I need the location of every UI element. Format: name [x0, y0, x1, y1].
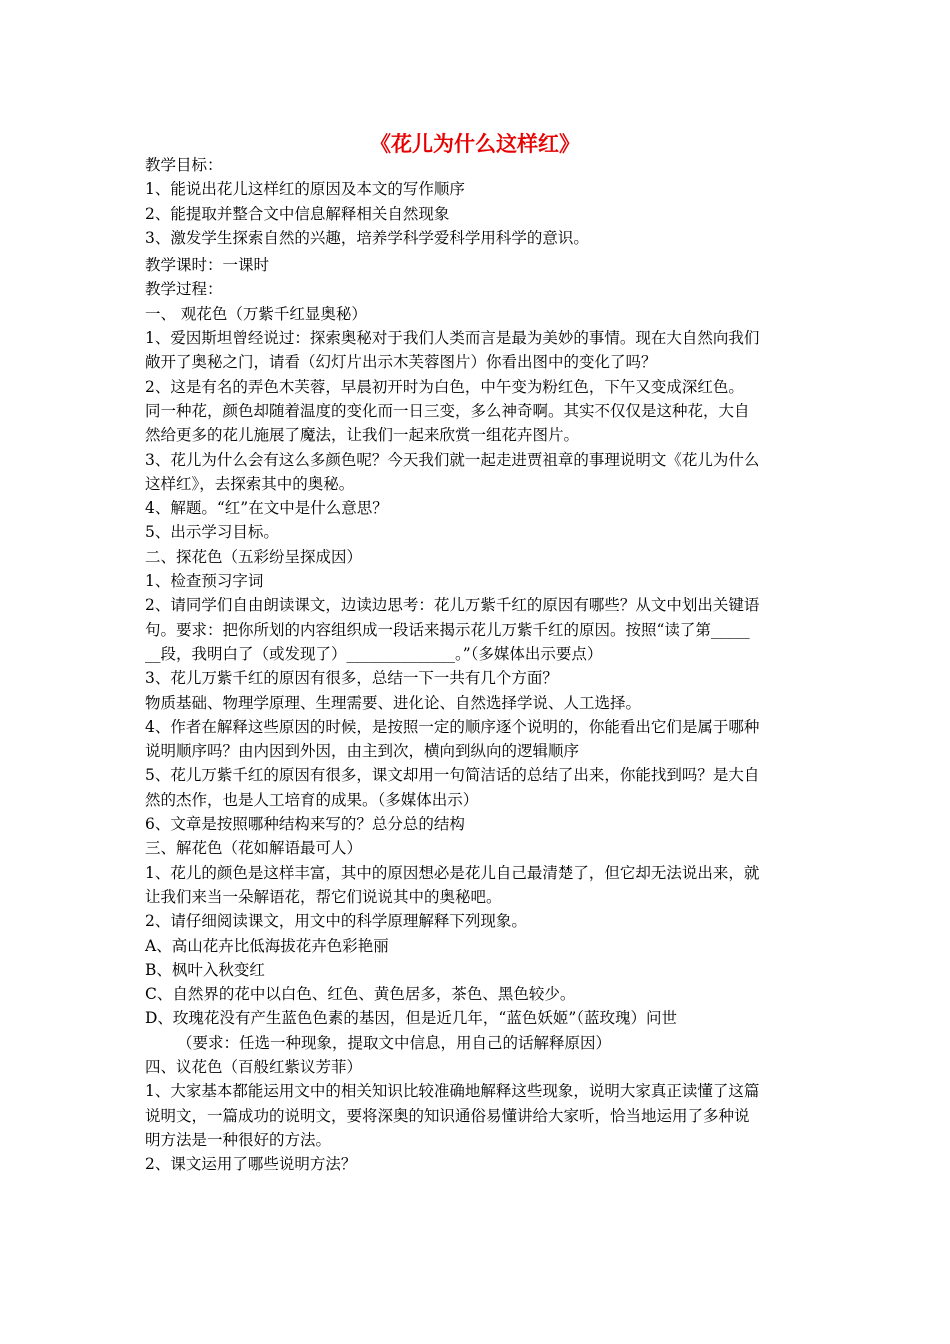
text-line: 句。要求：把你所划的内容组织成一段话来揭示花儿万紫千红的原因。按照“读了第_____: [145, 620, 750, 639]
text-line: （要求：任选一种现象，提取文中信息，用自己的话解释原因）: [177, 1033, 612, 1052]
text-line: __段，我明白了（或发现了）______________。”（多媒体出示要点）: [145, 644, 603, 663]
text-line: 6、文章是按照哪种结构来写的？总分总的结构: [145, 815, 465, 834]
text-line: 3、花儿万紫千红的原因有很多，总结一下一共有几个方面？: [145, 669, 558, 688]
text-line: 1、爱因斯坦曾经说过：探索奥秘对于我们人类而言是最为美妙的事情。现在大自然向我们: [145, 329, 760, 348]
text-line: 2、请仔细阅读课文，用文中的科学原理解释下列现象。: [145, 912, 527, 931]
text-line: 3、花儿为什么会有这么多颜色呢？今天我们就一起走进贾祖章的事理说明文《花儿为什么: [145, 450, 760, 469]
text-line: 1、检查预习字词: [145, 572, 264, 591]
text-line: 同一种花，颜色却随着温度的变化而一日三变，多么神奇啊。其实不仅仅是这种花，大自: [145, 401, 750, 420]
text-line: 2、这是有名的弄色木芙蓉，早晨初开时为白色，中午变为粉红色，下午又变成深红色。: [145, 377, 744, 396]
text-line: 然的杰作，也是人工培育的成果。（多媒体出示）: [145, 790, 479, 809]
text-line: 一、 观花色（万紫千红显奥秘）: [145, 304, 367, 323]
text-line: C、自然界的花中以白色、红色、黄色居多，茶色、黑色较少。: [145, 985, 576, 1004]
text-line: 敞开了奥秘之门，请看（幻灯片出示木芙蓉图片）你看出图中的变化了吗？: [145, 353, 657, 372]
text-line: 5、出示学习目标。: [145, 523, 279, 542]
text-line: 2、课文运用了哪些说明方法？: [145, 1155, 357, 1174]
text-line: 教学课时：一课时: [145, 256, 270, 275]
text-line: 然给更多的花儿施展了魔法，让我们一起来欣赏一组花卉图片。: [145, 426, 580, 445]
text-line: 1、能说出花儿这样红的原因及本文的写作顺序: [145, 180, 465, 199]
text-line: D、玫瑰花没有产生蓝色色素的基因，但是近几年，“蓝色妖姬”（蓝玫瑰）问世: [145, 1009, 678, 1028]
text-line: 让我们来当一朵解语花，帮它们说说其中的奥秘吧。: [145, 887, 502, 906]
text-line: 1、大家基本都能运用文中的相关知识比较准确地解释这些现象，说明大家真正读懂了这篇: [145, 1082, 760, 1101]
document-body: [145, 153, 805, 1176]
text-line: 2、请同学们自由朗读课文，边读边思考：花儿万紫千红的原因有哪些？从文中划出关键语: [145, 596, 760, 615]
text-line: B、枫叶入秋变红: [145, 960, 265, 979]
text-line: 4、作者在解释这些原因的时候，是按照一定的顺序逐个说明的，你能看出它们是属于哪种: [145, 717, 760, 736]
text-line: 说明顺序吗？由内因到外因，由主到次，横向到纵向的逻辑顺序: [145, 742, 580, 761]
text-line: 5、花儿万紫千红的原因有很多，课文却用一句简洁话的总结了出来，你能找到吗？是大自: [145, 766, 760, 785]
text-line: 三、解花色（花如解语最可人）: [145, 839, 363, 858]
text-line: 教学目标：: [145, 156, 223, 174]
text-line: 物质基础、物理学原理、生理需要、进化论、自然选择学说、人工选择。: [145, 693, 642, 712]
text-line: 明方法是一种很好的方法。: [145, 1130, 332, 1149]
text-line: 1、花儿的颜色是这样丰富，其中的原因想必是花儿自己最清楚了，但它却无法说出来，就: [145, 863, 760, 882]
text-line: 教学过程：: [145, 280, 223, 299]
text-line: 2、能提取并整合文中信息解释相关自然现象: [145, 204, 450, 223]
text-line: A、高山花卉比低海拔花卉色彩艳丽: [145, 936, 389, 955]
document-title: 《花儿为什么这样红》: [370, 132, 580, 156]
text-line: 四、议花色（百般红紫议芳菲）: [145, 1057, 363, 1076]
text-line: 4、解题。“红”在文中是什么意思？: [145, 499, 388, 518]
text-line: 二、探花色（五彩纷呈探成因）: [145, 547, 363, 566]
text-line: 这样红》，去探索其中的奥秘。: [145, 474, 355, 493]
text-line: 3、激发学生探索自然的兴趣，培养学科学爱科学用科学的意识。: [145, 228, 589, 247]
text-line: 说明文，一篇成功的说明文，要将深奥的知识通俗易懂讲给大家听，恰当地运用了多种说: [145, 1106, 750, 1125]
